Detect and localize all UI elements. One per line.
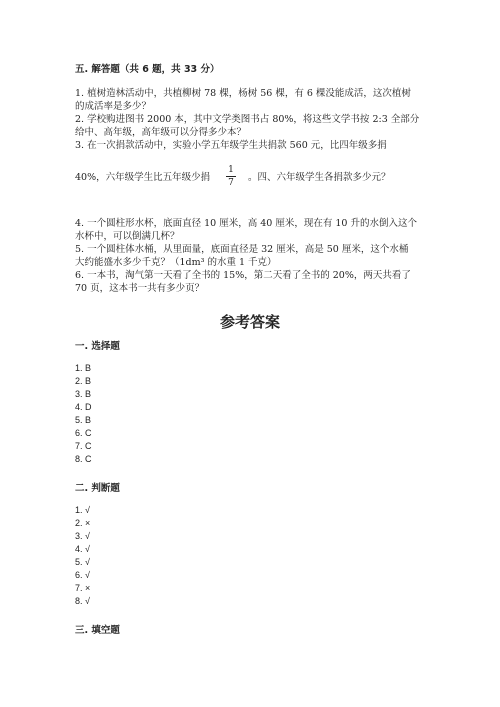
answers-title: 参考答案 <box>219 313 280 331</box>
question-1-line-1: 1. 植树造林活动中，共植柳树 78 棵，杨树 56 棵，有 6 棵没能成活，这次植树 <box>75 88 411 99</box>
question-4-line-1: 4. 一个圆柱形水杯，底面直径 10 厘米，高 40 厘米，现在有 10 升的水倒入这个 <box>75 218 417 229</box>
section-heading: 五. 解答题（共 6 题，共 33 分） <box>75 64 220 75</box>
question-5-line-2: 大约能盛水多少千克？（1dm³ 的水重 1 千克） <box>75 257 277 268</box>
fraction-one-seventh <box>226 165 236 188</box>
question-2-line-1: 2. 学校购进图书 2000 本，其中文学类图书占 80%，将这些文学书按 2:3 全部分 <box>75 114 420 125</box>
answer-item: 2. B <box>75 376 92 386</box>
answer-section-2-heading: 二. 判断题 <box>75 483 120 494</box>
answer-item: 8. C <box>75 454 92 464</box>
question-3-line-2-end: 。四、六年级学生各捐款多少元？ <box>248 172 391 183</box>
question-6-line-2: 70 页，这本书一共有多少页？ <box>75 283 205 294</box>
answer-item: 4. D <box>75 402 92 412</box>
question-3-line-2-start: 40%，六年级学生比五年级少捐 <box>75 172 211 183</box>
answer-item: 6. C <box>75 428 92 438</box>
answer-item: 6. √ <box>75 570 90 580</box>
answer-item: 7. C <box>75 441 92 451</box>
answer-item: 2. × <box>75 518 91 528</box>
answer-item: 1. B <box>75 363 92 373</box>
question-1-line-2: 的成活率是多少？ <box>75 101 152 112</box>
fraction-bar <box>226 176 236 177</box>
answer-section-3-heading: 三. 填空题 <box>75 625 120 636</box>
answer-item: 3. B <box>75 389 92 399</box>
answer-item: 8. √ <box>75 596 90 606</box>
question-3-line-1: 3. 在一次捐款活动中，实验小学五年级学生共捐款 560 元，比四年级多捐 <box>75 140 387 151</box>
answer-section-1-heading: 一. 选择题 <box>75 341 120 352</box>
answer-item: 4. √ <box>75 544 90 554</box>
fraction-denominator: 7 <box>228 178 234 188</box>
question-2-line-2: 给中、高年级，高年级可以分得多少本？ <box>75 127 247 138</box>
answer-item: 5. B <box>75 415 92 425</box>
answer-item: 1. √ <box>75 505 90 515</box>
question-4-line-2: 水杯中，可以倒满几杯？ <box>75 231 180 242</box>
question-5-line-1: 5. 一个圆柱体水桶，从里面量，底面直径是 32 厘米，高是 50 厘米，这个水桶 <box>75 244 409 255</box>
answer-item: 7. × <box>75 583 91 593</box>
answer-item: 5. √ <box>75 557 90 567</box>
answer-item: 3. √ <box>75 531 90 541</box>
question-6-line-1: 6. 一本书，淘气第一天看了全书的 15%，第二天看了全书的 20%，两天共看了 <box>75 270 411 281</box>
fraction-numerator: 1 <box>228 165 234 175</box>
